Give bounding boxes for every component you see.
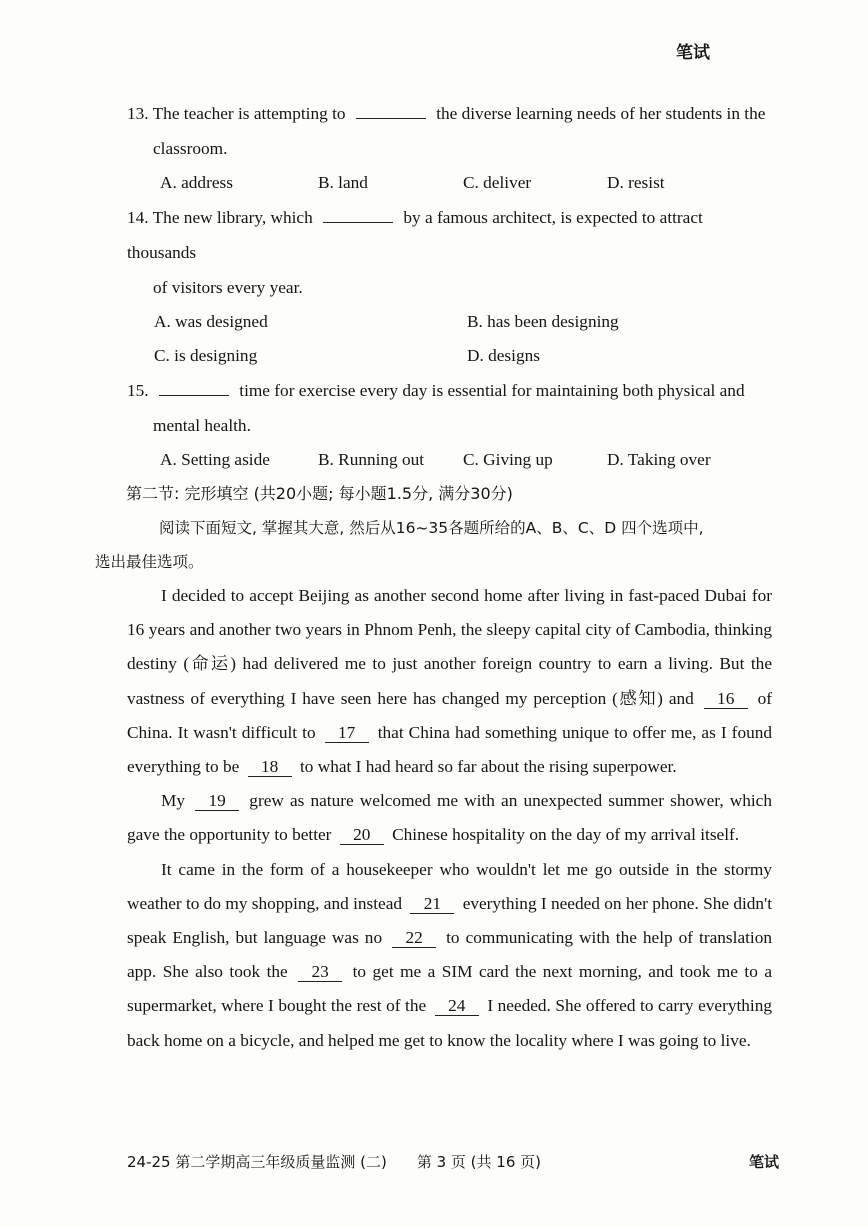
instruction-line-2: 选出最佳选项。 <box>95 553 204 571</box>
footer-tag: 笔试 <box>748 1153 779 1171</box>
question-number: 14. <box>127 208 149 227</box>
option-a: A. address <box>160 173 233 192</box>
passage-paragraph-2: My 19 grew as nature welcomed me with an unexpected summer shower, which gave the opportunity to better 20 Chinese hospitality on the day of my arrival itself. <box>127 791 772 845</box>
blank-16: 16 <box>704 690 748 709</box>
instruction-line-1: 阅读下面短文, 掌握其大意, 然后从16~35各题所给的A、B、C、D 四个选项中, <box>159 519 704 537</box>
option-b: B. Running out <box>318 450 425 469</box>
page-content <box>95 96 773 1058</box>
blank-18: 18 <box>248 758 292 777</box>
passage-paragraph-3: It came in the form of a housekeeper who wouldn't let me go outside in the stormy weather to do my shopping, and instead 21 everything I needed on her phone. She didn't speak English, but language was no 22 to communicating with the help of translation app. She also took the 23 to get me a SIM card the next morning, and took me to a supermarket, where I bought the rest of the 24 I needed. She offered to carry everything back home on a bicycle, and helped me get to know the locality where I was going to live. <box>127 859 773 1050</box>
blank-17: 17 <box>325 724 369 743</box>
question-stem-continued: of visitors every year. <box>153 278 303 297</box>
options-15 <box>127 443 772 477</box>
options-14 <box>127 305 772 373</box>
option-b: B. has been designing <box>467 312 619 331</box>
answer-blank <box>159 381 229 396</box>
passage-paragraph-1: I decided to accept Beijing as another second home after living in fast-paced Dubai for 16 years and another two years in Phnom Penh, the sleepy capital city of Cambodia, thinking destiny (命运) had delivered me to just another foreign country to earn a living. But the vastness of everything I have seen here has changed my perception (感知) and 16 of China. It wasn't difficult to 17 that China had something unique to offer me, as I found everything to be 18 to what I had heard so far about the rising superpower. <box>127 586 773 777</box>
blank-20: 20 <box>340 826 384 845</box>
question-number: 13. <box>127 104 149 123</box>
question-stem-continued: classroom. <box>153 139 228 158</box>
section-instruction <box>95 511 772 579</box>
blank-21: 21 <box>410 895 454 914</box>
question-stem-after: the diverse learning needs of her students in the <box>436 104 766 123</box>
option-a: A. Setting aside <box>160 450 270 469</box>
question-stem-continued: mental health. <box>153 416 251 435</box>
options-13 <box>127 166 772 200</box>
blank-22: 22 <box>392 929 436 948</box>
question-stem-after: by a famous architect, is expected to attract thousands <box>127 208 703 262</box>
question-14 <box>127 200 772 305</box>
option-d: D. designs <box>467 346 540 365</box>
question-13 <box>127 96 772 166</box>
question-stem-before: The teacher is attempting to <box>152 104 346 123</box>
option-c: C. Giving up <box>463 450 553 469</box>
question-number: 15. <box>127 381 149 400</box>
option-c: C. is designing <box>154 346 258 365</box>
answer-blank <box>356 104 426 119</box>
option-d: D. Taking over <box>607 450 711 469</box>
option-c: C. deliver <box>463 173 532 192</box>
section-title: 第二节: 完形填空 (共20小题; 每小题1.5分, 满分30分) <box>126 484 513 503</box>
blank-24: 24 <box>435 997 479 1016</box>
option-d: D. resist <box>607 173 665 192</box>
footer-info: 24-25 第二学期高三年级质量监测 (二) 第 3 页 (共 16 页) <box>127 1153 542 1171</box>
blank-23: 23 <box>298 963 342 982</box>
option-b: B. land <box>318 173 368 192</box>
header-tag: 笔试 <box>676 43 710 62</box>
question-15 <box>127 373 772 443</box>
answer-blank <box>323 208 393 223</box>
blank-19: 19 <box>195 792 239 811</box>
question-stem-before: The new library, which <box>152 208 313 227</box>
option-a: A. was designed <box>154 312 268 331</box>
question-stem-after: time for exercise every day is essential for maintaining both physical and <box>239 381 745 400</box>
